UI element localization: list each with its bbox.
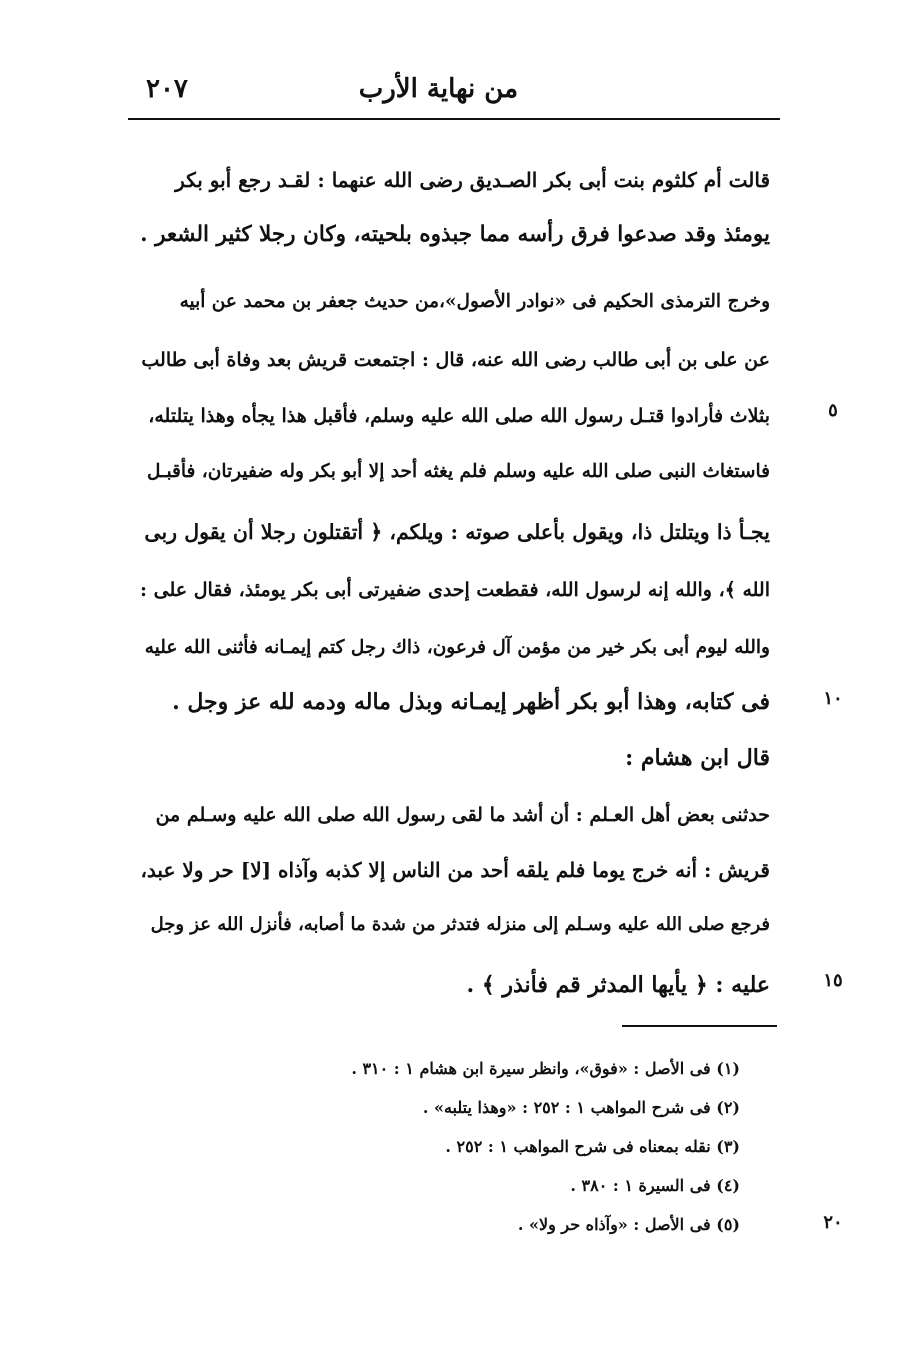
line-number: ٥ [828,400,838,421]
body-line: والله ليوم أبى بكر خير من مؤمن آل فرعون، ذاك رجل كتم إيمـانه فأثنى الله عليه [144,637,770,658]
body-line: يومئذ وقد صدعوا فرق رأسه مما جبذوه بلحيته، وكان رجلا كثير الشعر . [140,222,770,247]
body-line: فرجع صلى الله عليه وسـلم إلى منزله فتدثر من شدة ما أصابه، فأنزل الله عز وجل [150,914,770,935]
footnote: (٣) نقله بمعناه فى شرح المواهب ١ : ٢٥٢ . [445,1137,740,1156]
header-rule [128,118,780,120]
body-line: يجـأ ذا ويتلتل ذا، ويقول بأعلى صوته : ويلكم، ﴿ أتقتلون رجلا أن يقول ربى [144,520,770,544]
body-line: قالت أم كلثوم بنت أبى بكر الصـديق رضى الله عنهما : لقـد رجع أبو بكر [175,168,770,192]
line-number: ١٥ [823,970,843,991]
footnote: (٥) فى الأصل : «وآذاه حر ولا» . [517,1215,740,1234]
body-line: الله ﴾، والله إنه لرسول الله، فقطعت إحدى ضفيرتى أبى بكر يومئذ، فقال على : [140,579,770,601]
body-line: فاستغاث النبى صلى الله عليه وسلم فلم يغثه أحد إلا أبو بكر وله ضفيرتان، فأقبـل [147,461,770,482]
line-number: ١٠ [823,688,843,709]
footnote: (١) فى الأصل : «فوق»، وانظر سيرة ابن هشام ١ : ٣١٠ . [351,1059,740,1078]
body-line: قريش : أنه خرج يوما فلم يلقه أحد من الناس إلا كذبه وآذاه [لا] حر ولا عبد، [140,858,770,882]
body-line: قال ابن هشام : [625,745,770,771]
line-number: ٢٠ [823,1212,843,1233]
body-line: عن على بن أبى طالب رضى الله عنه، قال : اجتمعت قريش بعد وفاة أبى طالب [141,349,770,371]
body-line: حدثنى بعض أهل العـلم : أن أشد ما لقى رسول الله صلى الله عليه وسـلم من [155,804,770,826]
page-number: ٢٠٧ [146,74,188,104]
body-line: بثلاث فأرادوا قتـل رسول الله صلى الله عليه وسلم، فأقبل هذا يجأه وهذا يتلتله، [148,405,770,427]
footnote-rule [622,1025,777,1027]
footnote: (٢) فى شرح المواهب ١ : ٢٥٢ : «وهذا يتلبه» . [422,1098,740,1117]
page-header [128,70,778,118]
body-line: عليه : ﴿ يأيها المدثر قم فأنذر ﴾ . [466,972,770,998]
footnote: (٤) فى السيرة ١ : ٣٨٠ . [570,1176,740,1195]
body-line: فى كتابه، وهذا أبو بكر أظهر إيمـانه وبذل ماله ودمه لله عز وجل . [172,689,770,715]
body-line: وخرج الترمذى الحكيم فى «نوادر الأصول»،من حديث جعفر بن محمد عن أبيه [179,291,770,312]
running-title: من نهاية الأرب [358,74,518,104]
